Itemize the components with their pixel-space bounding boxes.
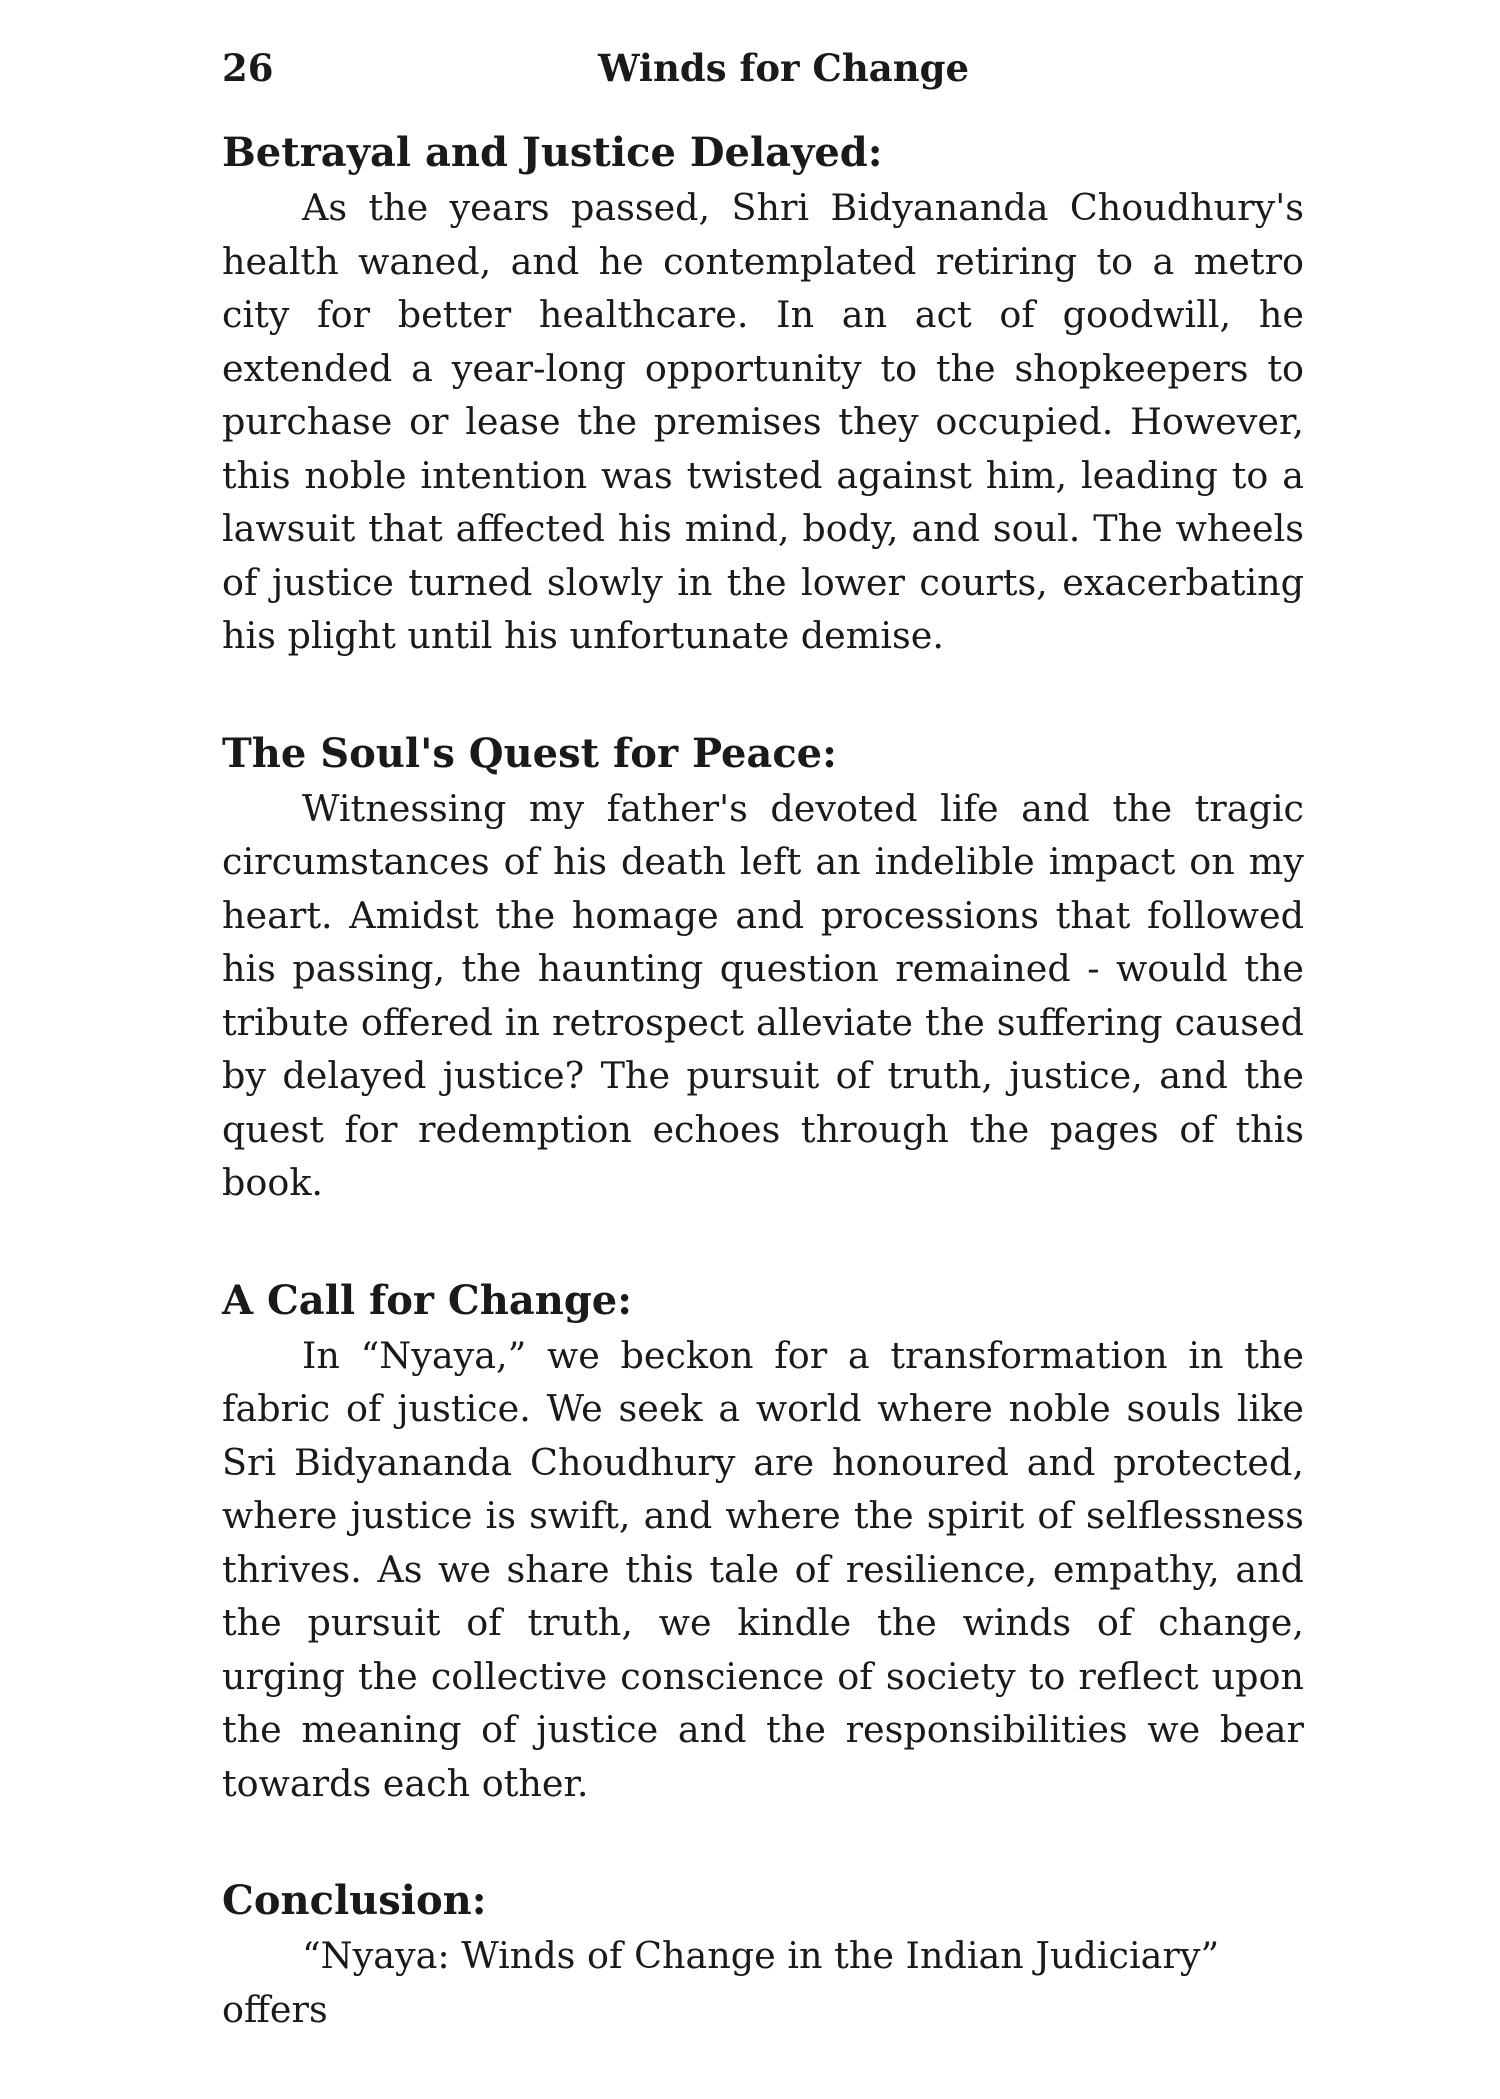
section-betrayal [222,125,1304,663]
section-heading: Betrayal and Justice Delayed: [222,129,883,176]
running-title: Winds for Change [598,46,970,90]
section-heading: Conclusion: [222,1877,487,1924]
running-head [222,46,1304,96]
section-call-for-change [222,1273,1304,1811]
section-paragraph: As the years passed, Shri Bidyananda Choudhury's health waned, and he contemplated retiring to a metro city for better healthcare. In an act of goodwill, he extended a year-long opportunity to the shopkeepers to purchase or lease the premises they occupied. However, this noble intention was twisted against him, leading to a lawsuit that affected his mind, body, and soul. The wheels of justice turned slowly in the lower courts, exacerbating his plight until his unfortunate demise. [222,186,1304,657]
section-paragraph: “Nyaya: Winds of Change in the Indian Judiciary” offers [222,1934,1220,2031]
section-paragraph: In “Nyaya,” we beckon for a transformation in the fabric of justice. We seek a world where noble souls like Sri Bidyananda Choudhury are honoured and protected, where justice is swift, and where the spirit of selflessness thrives. As we share this tale of resilience, empathy, and the pursuit of truth, we kindle the winds of change, urging the collective conscience of society to reflect upon the meaning of justice and the responsibilities we bear towards each other. [222,1333,1304,1805]
section-souls-quest [222,726,1304,1210]
page-content [222,125,1304,2099]
section-heading: The Soul's Quest for Peace: [222,729,837,777]
page-number: 26 [222,46,274,90]
section-conclusion [222,1873,1304,2036]
section-paragraph: Witnessing my father's devoted life and the tragic circumstances of his death left an indelible impact on my heart. Amidst the homage and processions that followed his passing, the haunting question remained - would the tribute offered in retrospect alleviate the suffering caused by delayed justice? The pursuit of truth, justice, and the quest for redemption echoes through the pages of this book. [222,786,1304,1204]
section-heading: A Call for Change: [222,1276,633,1324]
